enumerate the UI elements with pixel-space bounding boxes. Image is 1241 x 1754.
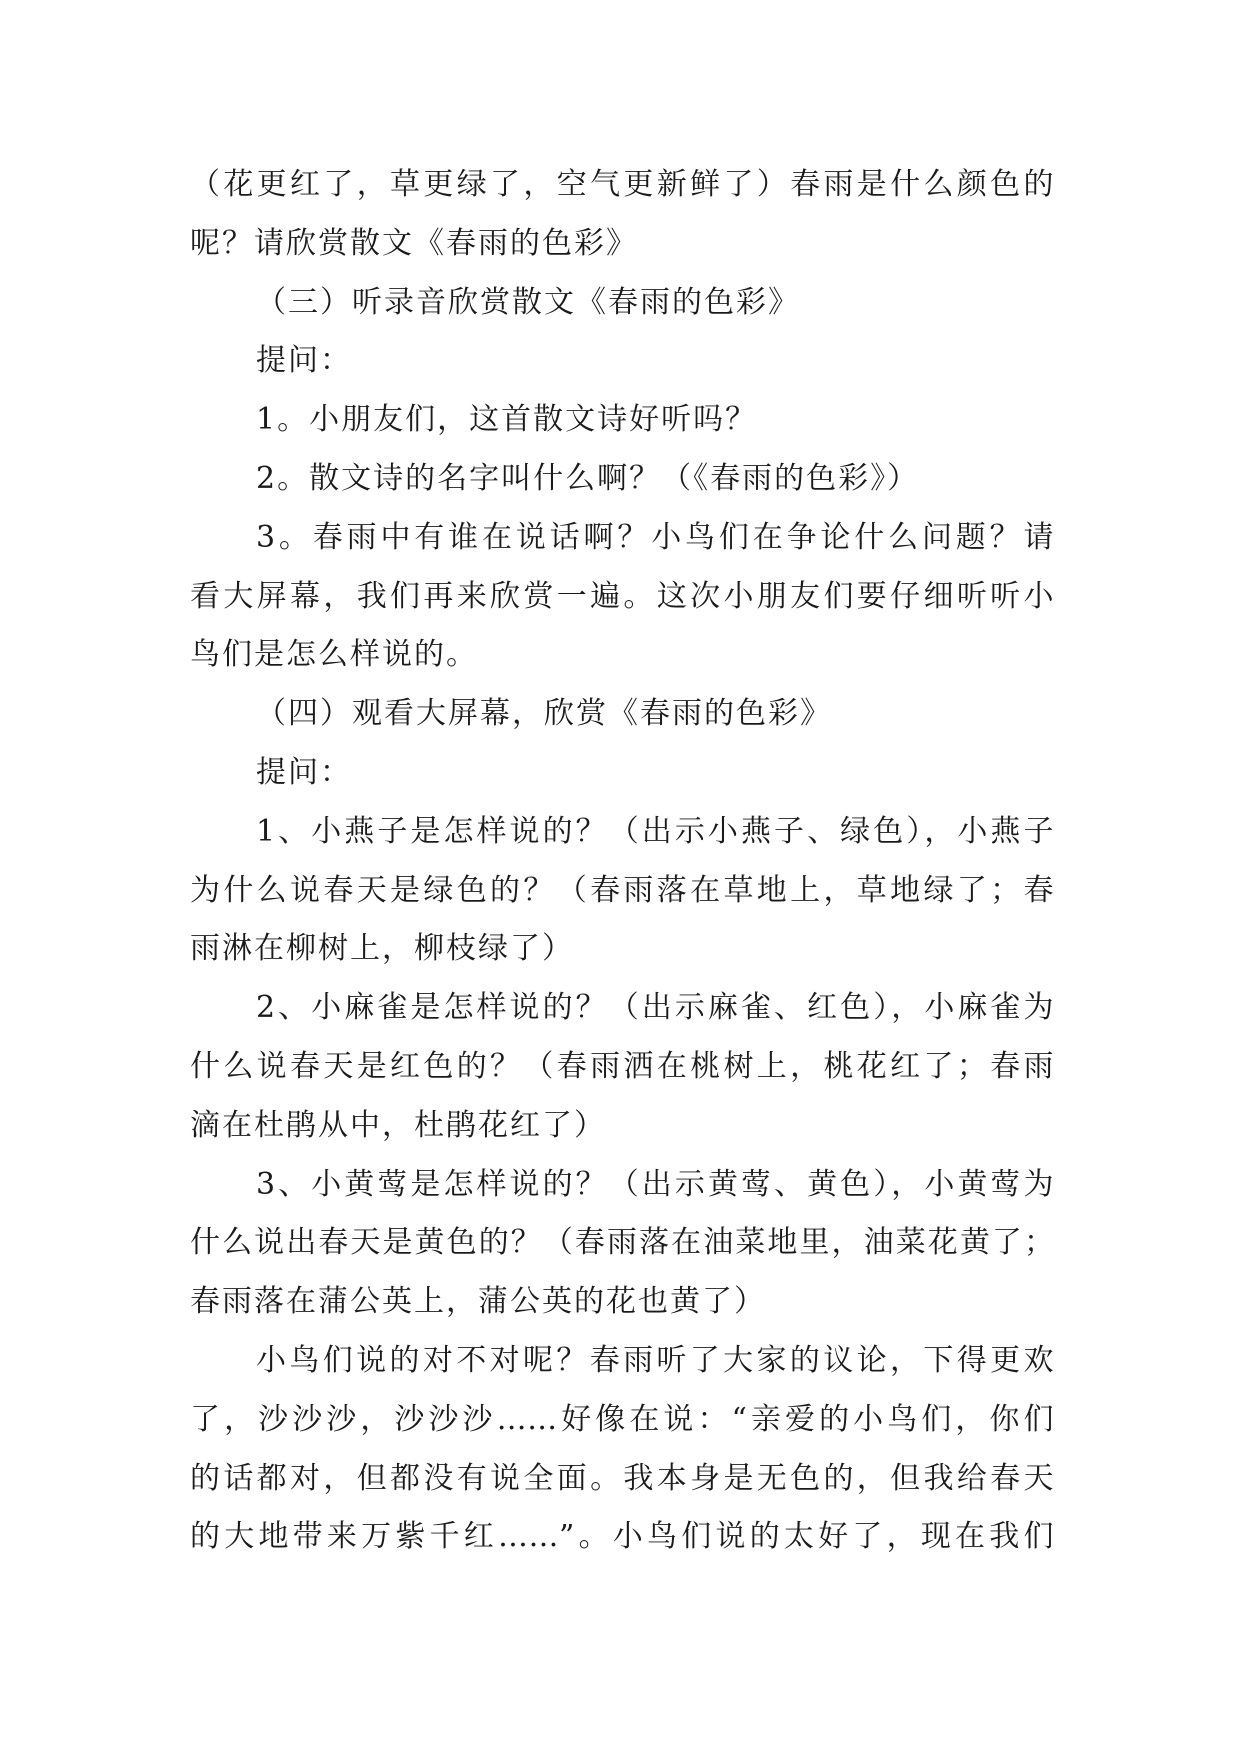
paragraph-line: 2、小麻雀是怎样说的？（出示麻雀、红色），小麻雀为: [256, 990, 1054, 1026]
paragraph-line: 提问：: [256, 343, 352, 379]
paragraph-line: 的话都对，但都没有说全面。我本身是无色的，但我给春天: [190, 1460, 1054, 1496]
paragraph-line: 2。散文诗的名字叫什么啊？（《春雨的色彩》）: [256, 460, 920, 496]
paragraph: [190, 391, 1054, 450]
paragraph: [190, 332, 1054, 391]
paragraph-line: 小鸟们说的对不对呢？春雨听了大家的议论，下得更欢: [256, 1342, 1054, 1378]
paragraph: [190, 803, 1054, 979]
paragraph-line: 1、小燕子是怎样说的？（出示小燕子、绿色），小燕子: [256, 813, 1054, 849]
paragraph-line: 什么说出春天是黄色的？（春雨落在油菜地里，油菜花黄了；: [190, 1225, 1054, 1261]
paragraph-line: （四）观看大屏幕，欣赏《春雨的色彩》: [256, 696, 832, 732]
document-body: [190, 156, 1054, 1567]
paragraph: [190, 450, 1054, 509]
paragraph-line: 什么说春天是红色的？（春雨洒在桃树上，桃花红了；春雨: [190, 1048, 1054, 1084]
paragraph-line: 为什么说春天是绿色的？（春雨落在草地上，草地绿了；春: [190, 872, 1054, 908]
section-heading: [190, 685, 1054, 744]
paragraph-line: 春雨落在蒲公英上，蒲公英的花也黄了）: [190, 1284, 766, 1320]
paragraph-line: 3、小黄莺是怎样说的？（出示黄莺、黄色），小黄莺为: [256, 1166, 1054, 1202]
paragraph-line: 看大屏幕，我们再来欣赏一遍。这次小朋友们要仔细听听小: [190, 578, 1054, 614]
paragraph: [190, 1332, 1054, 1567]
paragraph: [190, 1156, 1054, 1332]
paragraph-line: 鸟们是怎么样说的。: [190, 637, 478, 673]
paragraph-line: （三）听录音欣赏散文《春雨的色彩》: [256, 284, 800, 320]
paragraph-line: 1。小朋友们，这首散文诗好听吗？: [256, 402, 758, 438]
section-heading: [190, 274, 1054, 333]
paragraph-line: 的大地带来万紫千红……”。小鸟们说的太好了，现在我们: [190, 1519, 1054, 1555]
paragraph-line: 呢？请欣赏散文《春雨的色彩》: [190, 225, 638, 261]
paragraph-line: （花更红了，草更绿了，空气更新鲜了）春雨是什么颜色的: [190, 167, 1054, 202]
paragraph-line: 雨淋在柳树上，柳枝绿了）: [190, 931, 574, 967]
paragraph-line: 3。春雨中有谁在说话啊？小鸟们在争论什么问题？请: [256, 519, 1054, 555]
paragraph: [190, 744, 1054, 803]
paragraph-line: 了，沙沙沙，沙沙沙……好像在说：“亲爱的小鸟们，你们: [190, 1401, 1054, 1437]
paragraph-line: 滴在杜鹃从中，杜鹃花红了）: [190, 1107, 606, 1143]
paragraph: [190, 979, 1054, 1155]
paragraph-line: 提问：: [256, 754, 352, 790]
paragraph: [190, 509, 1054, 685]
paragraph: [190, 156, 1054, 274]
